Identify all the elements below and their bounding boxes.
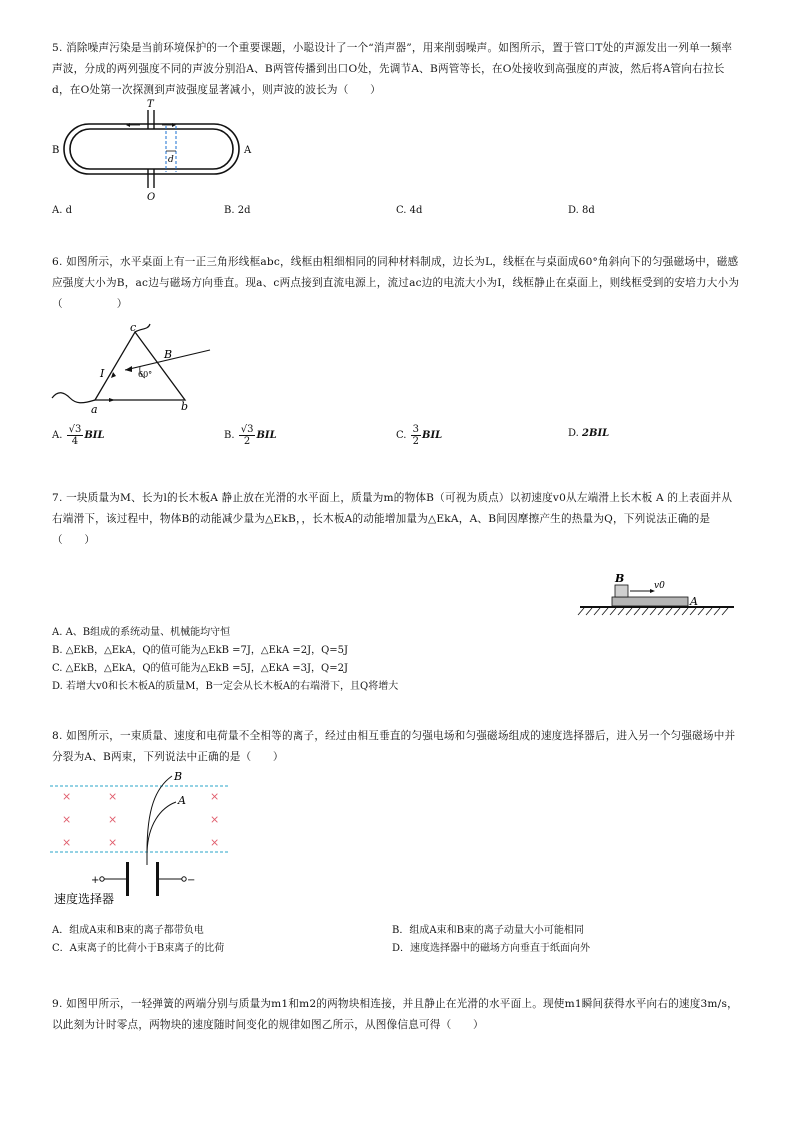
fig6-label-angle: 60° — [138, 370, 153, 379]
question-6-text: 6. 如图所示，水平桌面上有一正三角形线框abc，线框由粗细相同的同种材料制成，边长为L，线框在与桌面成60°角斜向下的匀强磁场中，磁感应强度大小为B，ac边与磁场方向垂直。现a、c两点接到直流电源上，流过ac边的电流大小为I，线框静止在桌面上，则线框受到的安培力大小为（ ） — [52, 256, 740, 310]
svg-text:×: × — [62, 813, 72, 826]
frac-numerator: √3 — [240, 424, 254, 435]
frac-denominator: 4 — [71, 436, 79, 447]
q8-option-c[interactable]: C．A束离子的比荷小于B束离子的比荷 — [52, 943, 225, 954]
fig5-label-A: A — [244, 145, 252, 156]
question-5-text: 5. 消除噪声污染是当前环境保护的一个重要课题，小聪设计了一个“消声器”，用来削弱噪声。如图所示，置于管口T处的声源发出一列单一频率声波，分成的两列强度不同的声波分别沿A、B两管传播到出口O处，先调节A、B两管等长，在O处接收到高强度的声波，然后将A管向右拉长d，在O处第一次探测到声波强度显著减小，则声波的波长为（ ） — [52, 42, 733, 96]
question-5-figure — [50, 96, 250, 206]
fig5-label-d: d — [168, 155, 174, 165]
svg-text:×: × — [62, 836, 72, 849]
fig6-label-B: B — [164, 348, 173, 361]
q6-option-d-tail: 2BIL — [582, 428, 610, 439]
fig8-label-plus: + — [91, 875, 100, 886]
q6-option-c[interactable] — [396, 424, 442, 447]
q5-option-b[interactable]: B. 2d — [224, 205, 251, 216]
question-8-text: 8. 如图所示，一束质量、速度和电荷量不全相等的离子，经过由相互垂直的匀强电场和匀强磁场组成的速度选择器后，进入另一个匀强磁场中并分裂为A、B两束，下列说法中正确的是（ ） — [52, 730, 736, 763]
q7-option-c[interactable]: C. △EkB，△EkA，Q的值可能为△EkB =5J，△EkA =3J，Q=2J — [52, 663, 348, 674]
q7-option-b[interactable]: B. △EkB，△EkA，Q的值可能为△EkB =7J，△EkA =2J，Q=5J — [52, 645, 349, 656]
fig8-label-minus: − — [187, 875, 196, 886]
q6-option-a-prefix: A. — [52, 430, 63, 441]
q6-option-a-fraction — [67, 424, 84, 447]
q5-option-a[interactable]: A. d — [52, 205, 72, 216]
frac-numerator: 3 — [412, 424, 420, 435]
fig7-label-B: B — [615, 572, 625, 585]
question-7-figure — [572, 552, 742, 622]
fig5-label-O: O — [147, 192, 156, 203]
q6-option-d-prefix: D. — [568, 428, 579, 439]
frac-numerator: √3 — [68, 424, 82, 435]
fig5-label-B: B — [52, 145, 60, 156]
fig6-label-I: I — [100, 367, 105, 380]
q6-option-c-fraction — [411, 424, 421, 447]
svg-text:×: × — [210, 836, 220, 849]
svg-text:×: × — [210, 813, 220, 826]
svg-text:×: × — [108, 790, 118, 803]
q6-option-a-tail: BIL — [84, 430, 105, 441]
svg-text:×: × — [62, 790, 72, 803]
fig8-label-selector: 速度选择器 — [54, 892, 115, 906]
q8-option-d[interactable]: D．速度选择器中的磁场方向垂直于纸面向外 — [392, 943, 591, 954]
fig8-label-B: B — [174, 770, 183, 783]
question-6-figure — [50, 320, 220, 420]
q6-option-b[interactable] — [224, 424, 277, 447]
svg-text:×: × — [210, 790, 220, 803]
q7-option-a[interactable]: A. A、B组成的系统动量、机械能均守恒 — [52, 627, 231, 638]
question-9-text: 9. 如图甲所示，一轻弹簧的两端分别与质量为m1和m2的两物块相连接，并且静止在光滑的水平面上。现使m1瞬间获得水平向右的速度3m/s，以此刻为计时零点，两物块的速度随时间变化的规律如图乙所示，从图像信息可得（ ） — [52, 998, 738, 1031]
q7-option-d[interactable]: D. 若增大v0和长木板A的质量M，B一定会从长木板A的右端滑下，且Q将增大 — [52, 681, 399, 692]
fig7-label-A: A — [690, 595, 698, 608]
fig6-label-b: b — [181, 400, 189, 413]
q6-option-a[interactable] — [52, 424, 105, 447]
svg-text:×: × — [108, 836, 118, 849]
q6-option-d[interactable] — [568, 428, 609, 439]
frac-denominator: 2 — [243, 436, 251, 447]
svg-text:×: × — [108, 813, 118, 826]
q6-option-b-fraction — [239, 424, 256, 447]
q6-option-b-prefix: B. — [224, 430, 235, 441]
q8-option-a[interactable]: A．组成A束和B束的离子都带负电 — [52, 925, 204, 936]
q5-option-d[interactable]: D. 8d — [568, 205, 595, 216]
fig8-label-A: A — [178, 794, 186, 807]
fig7-label-v0: v0 — [654, 581, 665, 591]
fig5-label-T: T — [147, 99, 154, 110]
question-8-figure — [50, 770, 250, 910]
q6-option-b-tail: BIL — [256, 430, 277, 441]
q6-option-c-prefix: C. — [396, 430, 407, 441]
q6-option-c-tail: BIL — [422, 430, 443, 441]
fig6-label-a: a — [91, 403, 98, 416]
q8-option-b[interactable]: B．组成A束和B束的离子动量大小可能相同 — [392, 925, 584, 936]
fig6-label-c: c — [130, 321, 137, 334]
question-7-text: 7. 一块质量为M、长为l的长木板A 静止放在光滑的水平面上，质量为m的物体B（可视为质点）以初速度v0从左端滑上长木板 A 的上表面并从右端滑下，该过程中，物体B的动能减少量为△EkB，，长木板A的动能增加量为△EkA，A、B间因摩擦产生的热量为Q，下列说法正确的是（ ） — [52, 492, 733, 546]
q5-option-c[interactable]: C. 4d — [396, 205, 423, 216]
frac-denominator: 2 — [412, 436, 420, 447]
